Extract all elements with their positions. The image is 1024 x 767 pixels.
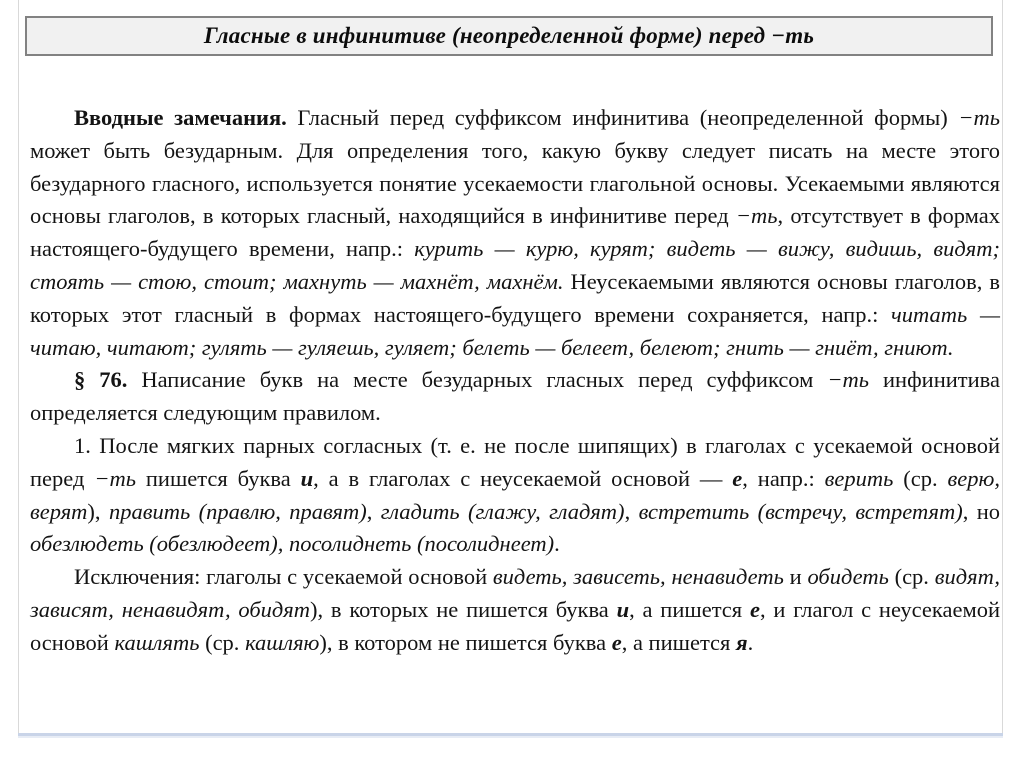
text-run: , а пишется: [629, 596, 750, 622]
text-run: читать — читаю, читают; гулять — гуляешь, гуляет; белеть — белеет, белеют; гнить — гниёт, гниют.: [30, 301, 1000, 360]
frame-line-left: [18, 0, 19, 735]
text-run: кашляю: [245, 629, 320, 655]
body-paragraphs: [30, 102, 1000, 660]
text-run: обидеть: [807, 564, 889, 590]
title-box: [25, 16, 993, 56]
text-run: Гласный перед суффиксом инфинитива (неопределенной формы): [286, 105, 959, 130]
text-run: и: [300, 465, 314, 491]
text-run: (ср.: [888, 564, 935, 590]
text-run: встретить (встречу, встретят): [638, 498, 963, 524]
text-run: ), в которых не пишется буква: [309, 596, 617, 622]
text-run: Исключения: глаголы с усекаемой основой: [74, 564, 493, 590]
paragraph: [30, 364, 1000, 430]
text-run: −ть: [94, 465, 136, 491]
text-run: , а в глаголах с неусекаемой основой —: [313, 465, 733, 491]
text-run: видеть, зависеть, ненавидеть: [492, 564, 784, 590]
text-run: инфинитива определяется следующим правилом.: [30, 367, 1000, 426]
text-run: может быть безударным. Для определения того, какую букву следует писать на месте этого безударного гласного, используется понятие усекаемости глагольной основы. Усекаемыми являются основы глаголов, в которых гласный, находящийся в инфинитиве перед: [30, 137, 1000, 229]
text-run: ),: [87, 498, 109, 524]
text-run: и: [783, 564, 808, 590]
paragraph: [30, 430, 1000, 561]
text-run: курить — курю, курят; видеть — вижу, видишь, видят; стоять — стою, стоит; махнуть — махнёт, махнём.: [30, 236, 1000, 294]
frame-line-bottom: [18, 733, 1003, 738]
text-run: ), в котором не пишется буква: [319, 629, 612, 655]
text-run: кашлять: [114, 629, 200, 655]
text-run: (ср.: [199, 629, 246, 655]
frame-line-right: [1002, 0, 1003, 735]
text-run: и: [616, 596, 630, 622]
text-run: , отсутствует в формах настоящего-будущего времени, напр.:: [30, 203, 1000, 262]
text-run: .: [747, 629, 754, 655]
text-run: (ср.: [893, 465, 948, 491]
page-title: Гласные в инфинитиве (неопределенной форме) перед −ть: [203, 23, 815, 48]
text-run: Неусекаемыми являются основы глаголов, в которых этот гласный в формах настоящего-будущего времени сохраняется, напр.:: [30, 268, 1000, 327]
text-run: −ть: [827, 367, 870, 393]
text-run: е: [732, 465, 743, 491]
text-run: .: [554, 531, 560, 557]
text-run: править (правлю, правят): [108, 498, 367, 524]
text-run: −ть: [735, 203, 778, 229]
text-run: ,: [366, 498, 381, 524]
text-run: −ть: [958, 105, 1000, 130]
text-run: е: [611, 629, 622, 655]
text-run: верить: [824, 465, 894, 491]
text-run: , и глагол с неусекаемой основой: [30, 596, 1000, 655]
text-run: , но: [962, 498, 1001, 524]
paragraph: [30, 102, 1000, 364]
text-run: Написание букв на месте безударных гласных перед суффиксом: [127, 367, 828, 393]
text-run: е: [749, 596, 760, 622]
text-run: верю, верят: [30, 465, 1000, 524]
text-run: видят, зависят, ненавидят, обидят: [30, 564, 1001, 622]
text-run: гладить (глажу, гладят): [380, 498, 625, 524]
text-run: пишется буква: [135, 465, 301, 491]
paragraph: [30, 561, 1000, 659]
text-run: § 76.: [74, 367, 128, 393]
text-run: , напр.:: [742, 465, 825, 491]
text-run: 1. После мягких парных согласных (т. е. не после шипящих) в глаголах с усекаемой основой перед: [30, 432, 1000, 491]
text-run: , а пишется: [621, 629, 737, 655]
text-run: ,: [624, 498, 639, 524]
text-run: Вводные замечания.: [74, 105, 287, 130]
text-run: я: [736, 629, 748, 655]
text-run: обезлюдеть (обезлюдеет), посолиднеть (посолиднеет): [30, 531, 555, 557]
